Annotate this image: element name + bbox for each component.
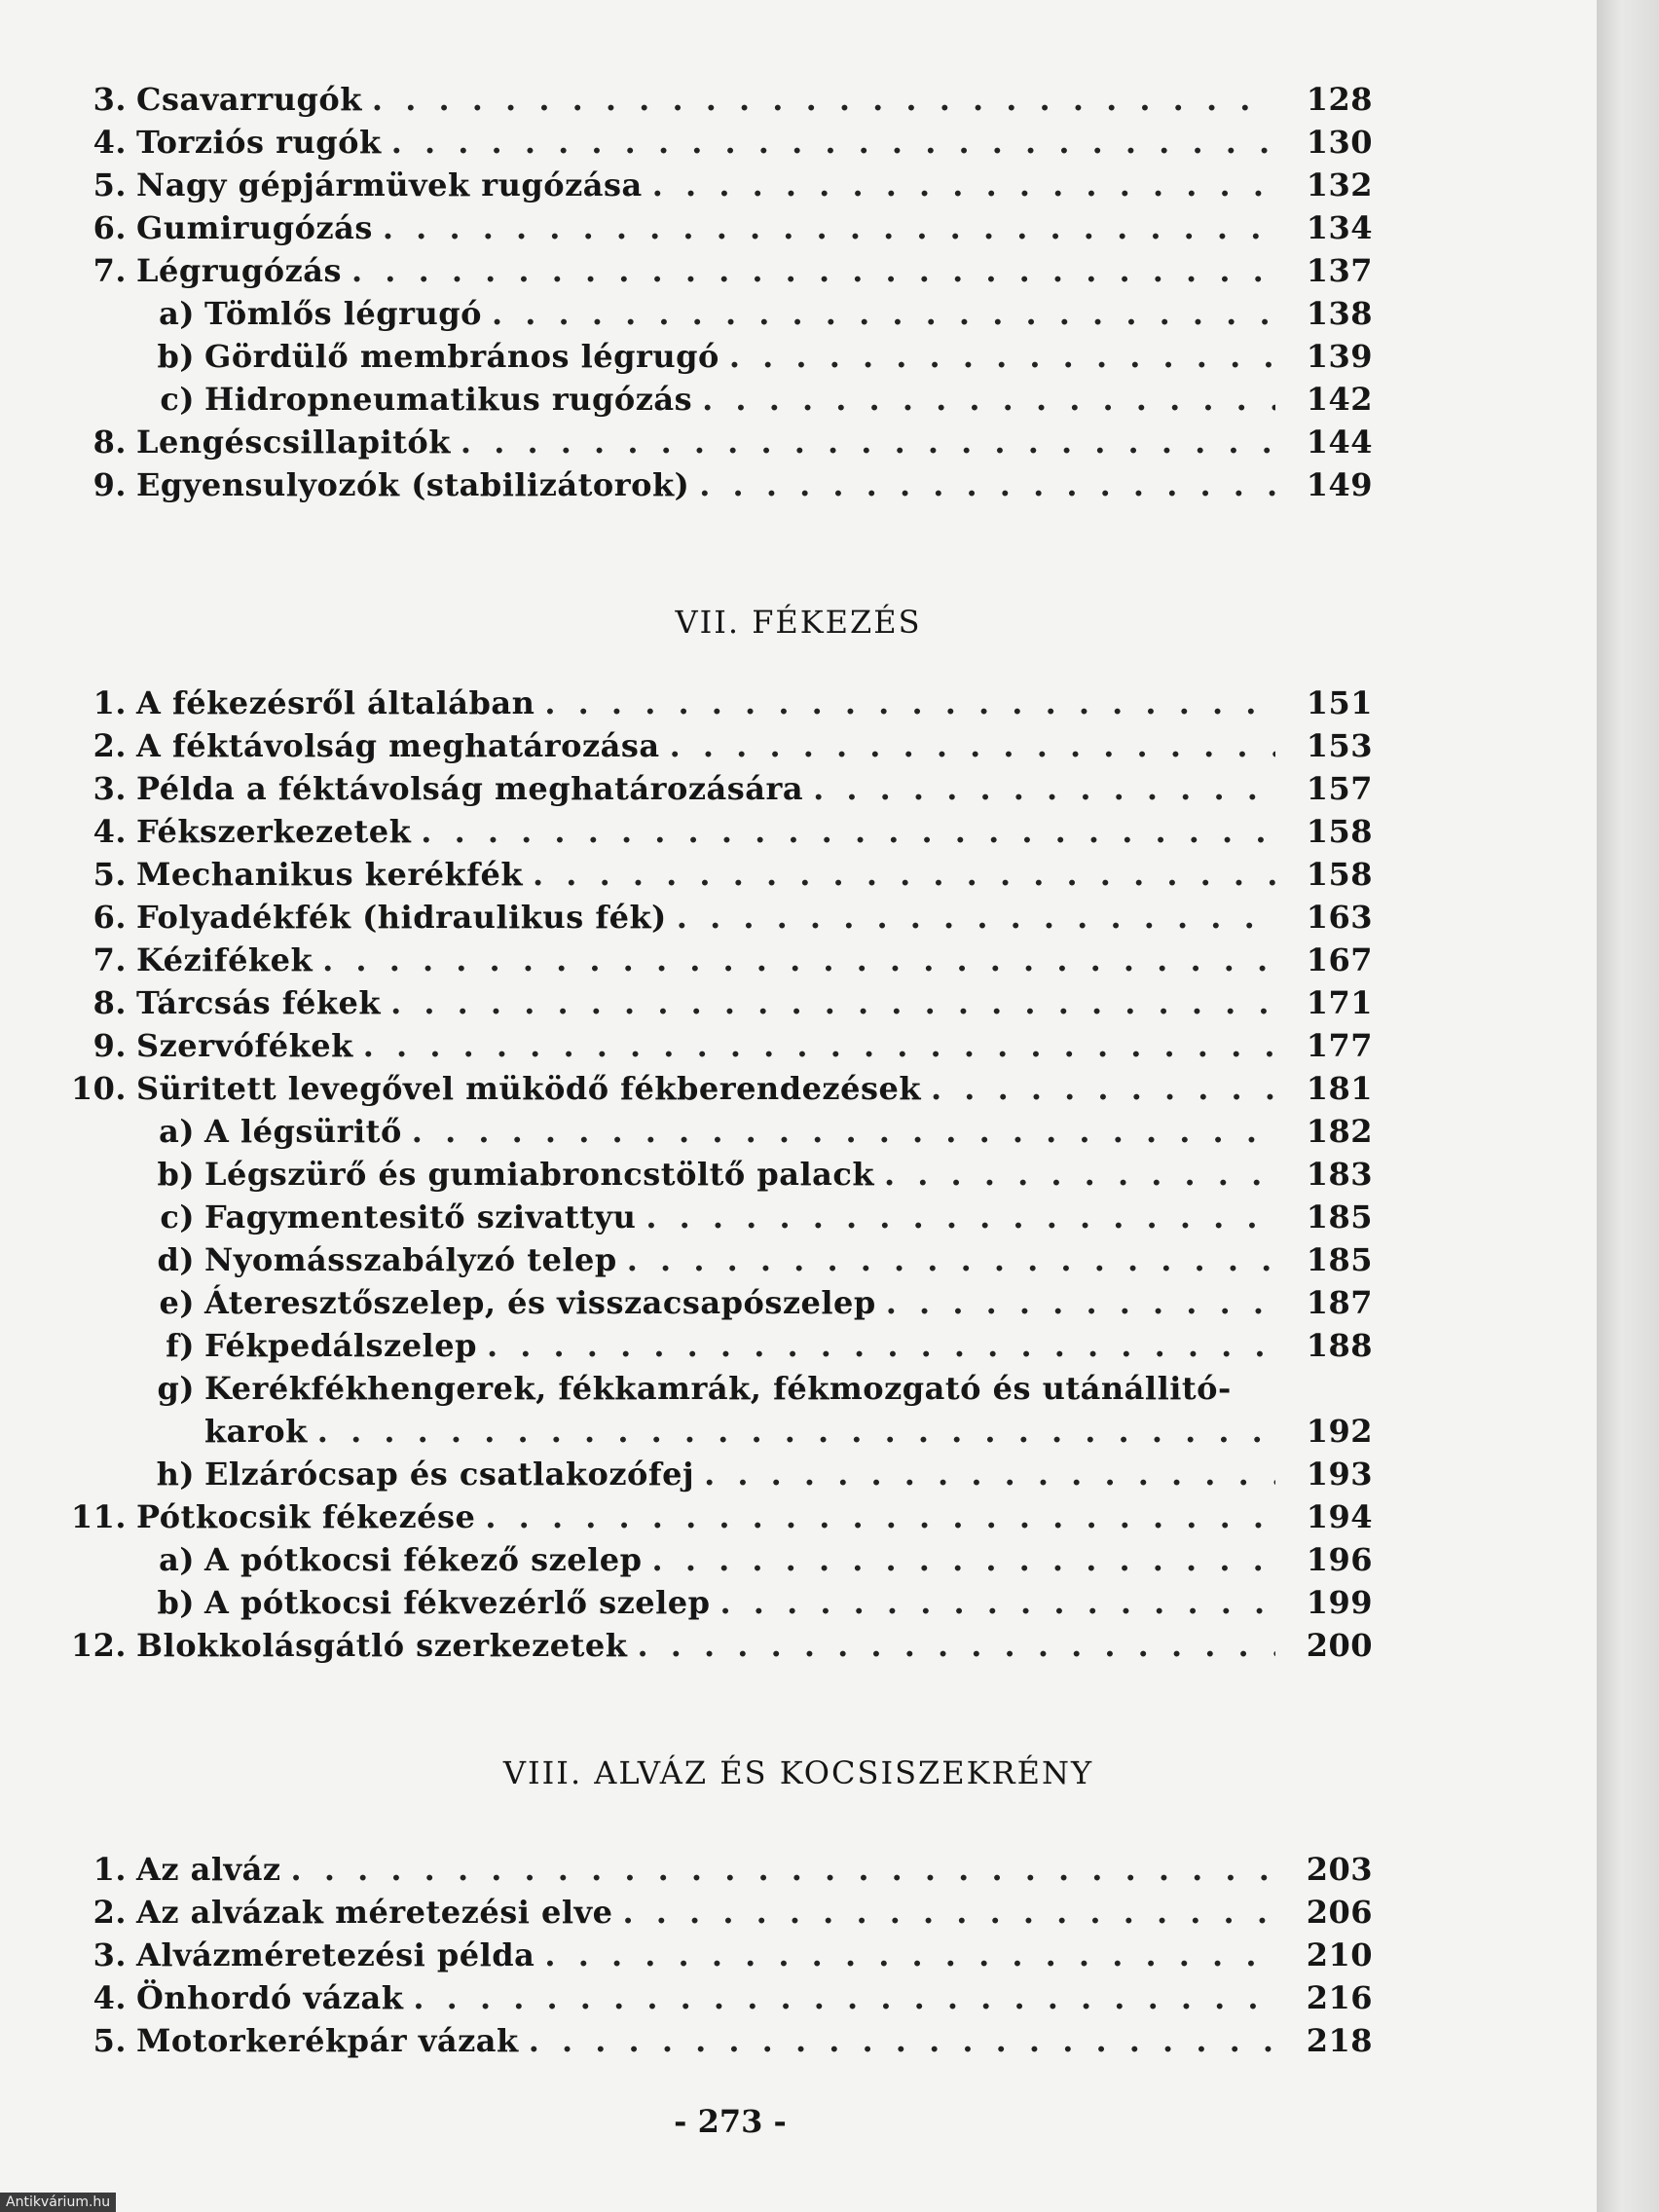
toc-entry-continuation	[58, 1410, 1373, 1453]
toc-entry-number: 2.	[92, 727, 127, 764]
dot-leader	[720, 1581, 1276, 1624]
toc-entry	[58, 1934, 1373, 1976]
dot-leader	[637, 1624, 1275, 1667]
toc-entry-title: Az alváz	[136, 1851, 281, 1888]
toc-entry-number: 8.	[92, 424, 127, 461]
dot-leader	[461, 421, 1275, 463]
toc-entry-page: 134	[1306, 209, 1373, 246]
dot-leader	[383, 206, 1275, 249]
toc-entry-title: Gumirugózás	[136, 209, 373, 246]
toc-entry	[58, 1238, 1373, 1281]
toc-entry-number: 6.	[92, 899, 127, 936]
toc-entry	[58, 292, 1373, 335]
toc-entry	[58, 682, 1373, 724]
toc-entry	[58, 249, 1373, 292]
toc-entry-label: f)	[166, 1327, 195, 1364]
toc-entry-title: Hidropneumatikus rugózás	[204, 381, 693, 418]
toc-entry-title: karok	[204, 1413, 308, 1450]
toc-entry-page: 139	[1306, 338, 1373, 375]
dot-leader	[813, 767, 1275, 810]
toc-entry-number: 9.	[92, 466, 127, 503]
toc-entry-title: A légsüritő	[204, 1113, 402, 1150]
toc-entry-page: 177	[1306, 1027, 1373, 1064]
toc-entry-page: 216	[1306, 1979, 1373, 2016]
toc-entry-title: A féktávolság meghatározása	[136, 727, 660, 764]
dot-leader	[670, 724, 1275, 767]
toc-entry	[58, 121, 1373, 164]
toc-entry-label: a)	[159, 295, 195, 332]
toc-entry-title: Kézifékek	[136, 941, 313, 978]
toc-entry-page: 151	[1306, 684, 1373, 721]
toc-entry	[58, 939, 1373, 981]
toc-entry	[58, 1581, 1373, 1624]
dot-leader	[702, 378, 1275, 421]
toc-entry	[58, 767, 1373, 810]
dot-leader	[291, 1848, 1275, 1891]
toc-entry-number: 3.	[92, 81, 127, 118]
toc-entry-page: 171	[1306, 984, 1373, 1021]
toc-entry-title: Önhordó vázak	[136, 1979, 404, 2016]
section-heading-vii: VII. FÉKEZÉS	[675, 604, 922, 641]
toc-entry-title: Csavarrugók	[136, 81, 362, 118]
toc-entry-number: 11.	[70, 1498, 127, 1535]
toc-entry	[58, 164, 1373, 206]
toc-entry	[58, 1495, 1373, 1538]
toc-entry-title: Pótkocsik fékezése	[136, 1498, 476, 1535]
toc-section-vii	[58, 682, 1373, 1667]
toc-section-vi-continued	[58, 78, 1373, 506]
toc-entry-title: Torziós rugók	[136, 124, 382, 161]
section-heading-viii: VIII. ALVÁZ ÉS KOCSISZEKRÉNY	[502, 1754, 1094, 1791]
toc-entry-label: a)	[159, 1113, 195, 1150]
toc-entry-number: 7.	[92, 252, 127, 289]
toc-entry-title: Szervófékek	[136, 1027, 353, 1064]
toc-entry-number: 2.	[92, 1894, 127, 1931]
toc-entry-page: 157	[1306, 770, 1373, 807]
toc-entry-number: 8.	[92, 984, 127, 1021]
toc-entry-label: b)	[157, 1156, 195, 1193]
toc-entry-page: 206	[1306, 1894, 1373, 1931]
toc-entry-label: a)	[159, 1541, 195, 1578]
dot-leader	[391, 121, 1275, 164]
toc-entry-title: A pótkocsi fékvezérlő szelep	[204, 1584, 711, 1621]
toc-entry-title: Egyensulyozók (stabilizátorok)	[136, 466, 690, 503]
dot-leader	[652, 1538, 1275, 1581]
dot-leader	[699, 463, 1275, 506]
dot-leader	[421, 810, 1275, 853]
toc-entry-number: 1.	[92, 1851, 127, 1888]
toc-entry	[58, 981, 1373, 1024]
toc-entry-page: 153	[1306, 727, 1373, 764]
page-number: - 273 -	[674, 2103, 787, 2140]
toc-entry-title: Gördülő membrános légrugó	[204, 338, 719, 375]
toc-entry-title: Alvázméretezési példa	[136, 1936, 535, 1973]
dot-leader	[652, 164, 1275, 206]
toc-entry-title: Légszürő és gumiabroncstöltő palack	[204, 1156, 874, 1193]
toc-entry-page: 188	[1306, 1327, 1373, 1364]
toc-entry-number: 4.	[92, 124, 127, 161]
toc-entry	[58, 1976, 1373, 2019]
toc-entry	[58, 724, 1373, 767]
toc-entry-title: Blokkolásgátló szerkezetek	[136, 1627, 628, 1664]
toc-entry-page: 200	[1306, 1627, 1373, 1664]
toc-entry	[58, 1891, 1373, 1934]
dot-leader	[704, 1453, 1275, 1495]
toc-entry-number: 4.	[92, 1979, 127, 2016]
toc-entry-page: 194	[1306, 1498, 1373, 1535]
dot-leader	[677, 896, 1275, 939]
toc-entry-title: Lengéscsillapitók	[136, 424, 451, 461]
toc-entry-page: 142	[1306, 381, 1373, 418]
toc-entry	[58, 810, 1373, 853]
toc-entry-title: Tömlős légrugó	[204, 295, 482, 332]
dot-leader	[884, 1153, 1275, 1196]
dot-leader	[372, 78, 1275, 121]
toc-section-viii	[58, 1848, 1373, 2062]
toc-entry	[58, 896, 1373, 939]
dot-leader	[492, 292, 1275, 335]
toc-entry-page: 199	[1306, 1584, 1373, 1621]
dot-leader	[363, 1024, 1275, 1067]
toc-entry-page: 132	[1306, 166, 1373, 203]
dot-leader	[645, 1196, 1275, 1238]
toc-entry-page: 185	[1306, 1198, 1373, 1235]
toc-entry	[58, 1538, 1373, 1581]
toc-entry	[58, 1281, 1373, 1324]
toc-entry-page: 182	[1306, 1113, 1373, 1150]
toc-entry-label: e)	[159, 1284, 195, 1321]
toc-entry-page: 181	[1306, 1070, 1373, 1107]
toc-entry-page: 185	[1306, 1241, 1373, 1278]
toc-entry-title: Mechanikus kerékfék	[136, 856, 523, 893]
toc-entry-label: c)	[160, 1198, 195, 1235]
toc-entry	[58, 1110, 1373, 1153]
dot-leader	[886, 1281, 1275, 1324]
toc-entry-label: b)	[157, 338, 195, 375]
toc-entry-label: h)	[156, 1456, 195, 1493]
toc-entry-page: 210	[1306, 1936, 1373, 1973]
toc-entry-title: Süritett levegővel müködő fékberendezések	[136, 1070, 921, 1107]
toc-entry-title: A fékezésről általában	[136, 684, 535, 721]
toc-entry-title: Fékszerkezetek	[136, 813, 412, 850]
toc-entry-title: Fagymentesitő szivattyu	[204, 1198, 637, 1235]
dot-leader	[413, 1976, 1275, 2019]
watermark-logo: Antikvárium.hu	[0, 2193, 116, 2212]
toc-entry	[58, 1153, 1373, 1196]
dot-leader	[627, 1238, 1275, 1281]
toc-entry-title: Az alvázak méretezési elve	[136, 1894, 613, 1931]
dot-leader	[485, 1495, 1275, 1538]
toc-entry-page: 149	[1306, 466, 1373, 503]
toc-entry-title: Fékpedálszelep	[204, 1327, 477, 1364]
toc-entry-number: 5.	[92, 856, 127, 893]
toc-entry-label: g)	[157, 1370, 195, 1407]
dot-leader	[351, 249, 1275, 292]
toc-entry	[58, 1453, 1373, 1495]
toc-entry-number: 5.	[92, 166, 127, 203]
dot-leader	[729, 335, 1275, 378]
toc-entry-title: A pótkocsi fékező szelep	[204, 1541, 643, 1578]
toc-entry-page: 192	[1306, 1413, 1373, 1450]
toc-entry-page: 130	[1306, 124, 1373, 161]
toc-entry	[58, 1324, 1373, 1367]
toc-entry-page: 158	[1306, 813, 1373, 850]
toc-entry	[58, 1196, 1373, 1238]
toc-entry-page: 138	[1306, 295, 1373, 332]
dot-leader	[390, 981, 1275, 1024]
toc-entry	[58, 78, 1373, 121]
toc-entry	[58, 378, 1373, 421]
toc-entry	[58, 421, 1373, 463]
dot-leader	[412, 1110, 1275, 1153]
toc-entry	[58, 1624, 1373, 1667]
toc-entry-title: Tárcsás fékek	[136, 984, 382, 1021]
toc-entry-number: 4.	[92, 813, 127, 850]
toc-entry-number: 6.	[92, 209, 127, 246]
toc-entry-number: 1.	[92, 684, 127, 721]
toc-entry-number: 7.	[92, 941, 127, 978]
toc-entry-number: 3.	[92, 770, 127, 807]
toc-entry-number: 10.	[70, 1070, 127, 1107]
dot-leader	[322, 939, 1275, 981]
toc-entry	[58, 206, 1373, 249]
toc-entry-page: 144	[1306, 424, 1373, 461]
toc-entry-number: 5.	[92, 2022, 127, 2059]
toc-entry-title: Példa a féktávolság meghatározására	[136, 770, 804, 807]
toc-entry	[58, 1024, 1373, 1067]
dot-leader	[317, 1410, 1275, 1453]
dot-leader	[622, 1891, 1275, 1934]
toc-entry-number: 12.	[70, 1627, 127, 1664]
dot-leader	[487, 1324, 1275, 1367]
toc-entry-page: 158	[1306, 856, 1373, 893]
toc-entry-number: 3.	[92, 1936, 127, 1973]
toc-entry	[58, 1067, 1373, 1110]
toc-entry	[58, 335, 1373, 378]
toc-entry-page: 167	[1306, 941, 1373, 978]
toc-entry-page: 193	[1306, 1456, 1373, 1493]
toc-entry-page: 137	[1306, 252, 1373, 289]
toc-entry-number: 9.	[92, 1027, 127, 1064]
toc-entry-title: Elzárócsap és csatlakozófej	[204, 1456, 695, 1493]
dot-leader	[544, 682, 1275, 724]
dot-leader	[533, 853, 1275, 896]
toc-entry	[58, 853, 1373, 896]
book-spine-edge	[1597, 0, 1659, 2212]
toc-entry-title: Nyomásszabályzó telep	[204, 1241, 617, 1278]
toc-entry-title: Folyadékfék (hidraulikus fék)	[136, 899, 667, 936]
toc-entry-page: 203	[1306, 1851, 1373, 1888]
toc-entry-page: 218	[1306, 2022, 1373, 2059]
toc-entry-page: 187	[1306, 1284, 1373, 1321]
toc-entry-title: Kerékfékhengerek, fékkamrák, fékmozgató és utánállitó-	[204, 1370, 1232, 1407]
toc-entry-label: b)	[157, 1584, 195, 1621]
toc-entry	[58, 1848, 1373, 1891]
dot-leader	[544, 1934, 1275, 1976]
toc-entry	[58, 1367, 1373, 1410]
toc-entry-label: d)	[157, 1241, 195, 1278]
toc-entry	[58, 2019, 1373, 2062]
toc-entry	[58, 463, 1373, 506]
toc-entry-title: Motorkerékpár vázak	[136, 2022, 519, 2059]
toc-entry-page: 196	[1306, 1541, 1373, 1578]
dot-leader	[529, 2019, 1275, 2062]
toc-entry-page: 183	[1306, 1156, 1373, 1193]
toc-entry-title: Nagy gépjármüvek rugózása	[136, 166, 643, 203]
dot-leader	[931, 1067, 1275, 1110]
toc-entry-page: 128	[1306, 81, 1373, 118]
toc-entry-label: c)	[160, 381, 195, 418]
toc-entry-title: Légrugózás	[136, 252, 342, 289]
toc-entry-page: 163	[1306, 899, 1373, 936]
toc-entry-title: Áteresztőszelep, és visszacsapószelep	[204, 1284, 876, 1321]
